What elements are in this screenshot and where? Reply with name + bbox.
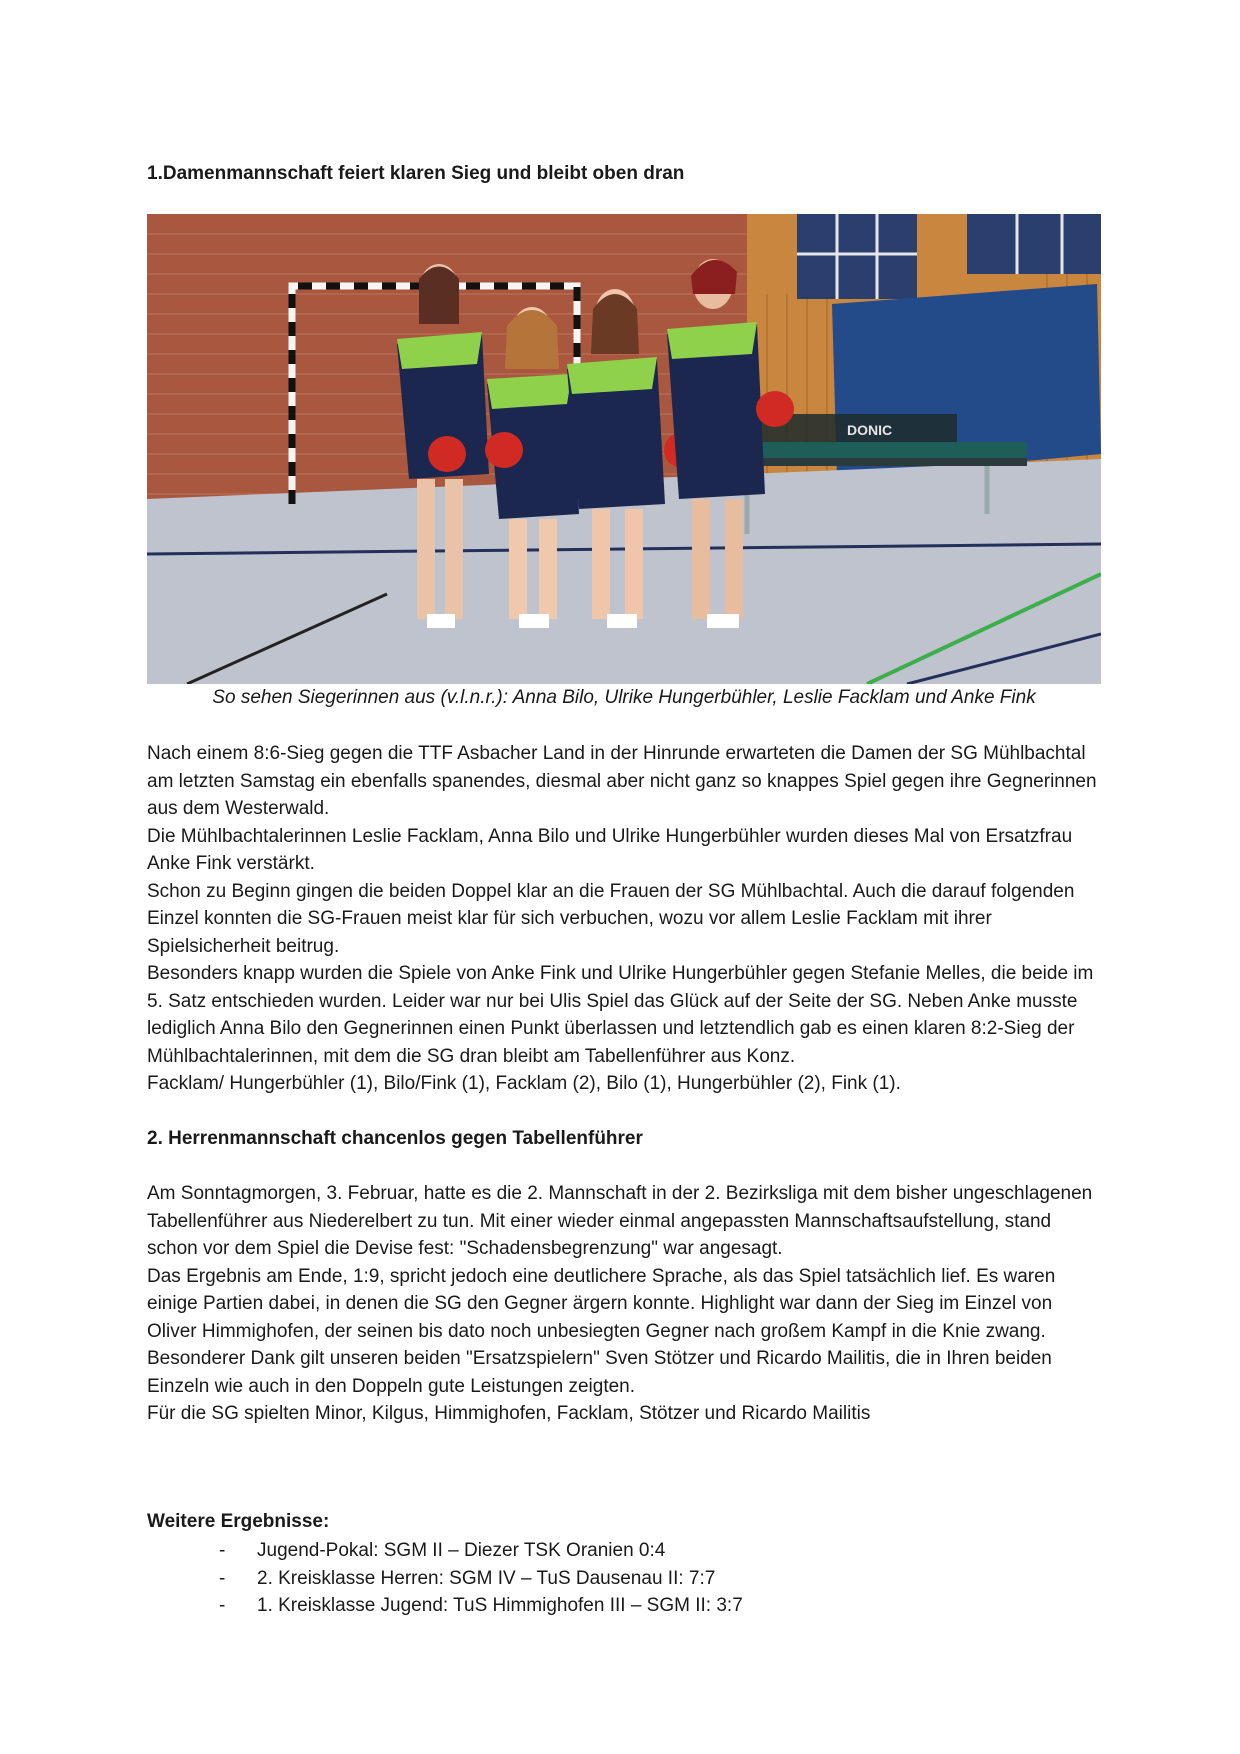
results-heading: Weitere Ergebnisse:: [147, 1511, 330, 1532]
article1-paragraph: Facklam/ Hungerbühler (1), Bilo/Fink (1), Facklam (2), Bilo (1), Hungerbühler (2), Fink (1).: [147, 1073, 901, 1094]
team-photo: [147, 214, 1101, 684]
window-left: [797, 214, 917, 299]
article2-paragraph: Das Ergebnis am Ende, 1:9, spricht jedoch eine deutlichere Sprache, als das Spiel tatsächlich lief. Es waren einige Partien dabei, in denen die SG den Gegner ärgern konnte. Highlight war dann der Sieg im Einzel von Oliver Himmighofen, der seinen bis dato noch unbesiegten Gegner nach großem Kampf in die Knie zwang.: [147, 1265, 1056, 1342]
list-bullet: -: [219, 1567, 226, 1589]
article2-heading: 2. Herrenmannschaft chancenlos gegen Tabellenführer: [147, 1128, 643, 1149]
result-text: Jugend-Pokal: SGM II – Diezer TSK Oranien 0:4: [257, 1540, 666, 1561]
result-text: 2. Kreisklasse Herren: SGM IV – TuS Dausenau II: 7:7: [257, 1567, 716, 1589]
net-brand-label: DONIC: [847, 422, 893, 438]
list-item: [219, 1592, 743, 1620]
results-list: [219, 1537, 743, 1620]
article1-paragraph: Die Mühlbachtalerinnen Leslie Facklam, Anna Bilo und Ulrike Hungerbühler wurden dieses Mal von Ersatzfrau Anke Fink verstärkt.: [147, 825, 1073, 874]
result-text: 1. Kreisklasse Jugend: TuS Himmighofen III – SGM II: 3:7: [257, 1595, 743, 1616]
list-bullet: -: [219, 1540, 226, 1561]
photo-caption: So sehen Siegerinnen aus (v.l.n.r.): Anna Bilo, Ulrike Hungerbühler, Leslie Facklam und Anke Fink: [212, 687, 1036, 708]
article1-heading: 1.Damenmannschaft feiert klaren Sieg und bleibt oben dran: [147, 163, 685, 184]
article1-paragraph: Besonders knapp wurden die Spiele von Anke Fink und Ulrike Hungerbühler gegen Stefanie Melles, die beide im 5. Satz entschieden wurden. Leider war nur bei Ulis Spiel das Glück auf der Seite der SG. Neben Anke musste lediglich Anna Bilo den Gegnerinnen einen Punkt überlassen und letztendlich gab es einen klaren 8:2-Sieg der Mühlbachtalerinnen, mit dem die SG dran bleibt am Tabellenführer aus Konz.: [147, 963, 1094, 1067]
team-photo-illustration: [147, 214, 1101, 684]
list-bullet: -: [219, 1595, 226, 1616]
article1-paragraph: Schon zu Beginn gingen die beiden Doppel klar an die Frauen der SG Mühlbachtal. Auch die darauf folgenden Einzel konnten die SG-Frauen meist klar für sich verbuchen, wozu vor allem Leslie Facklam mit ihrer Spielsicherheit beitrug.: [147, 880, 1075, 957]
article1-body: [147, 740, 1101, 1098]
article2-paragraph: Am Sonntagmorgen, 3. Februar, hatte es die 2. Mannschaft in der 2. Bezirksliga mit dem bisher ungeschlagenen Tabellenführer aus Niederelbert zu tun. Mit einer wieder einmal angepassten Mannschaftsaufstellung, stand schon vor dem Spiel die Devise fest: "Schadensbegrenzung" war angesagt.: [147, 1183, 1093, 1259]
article2-paragraph: Für die SG spielten Minor, Kilgus, Himmighofen, Facklam, Stötzer und Ricardo Mailitis: [147, 1403, 871, 1424]
article2-body: [147, 1180, 1101, 1428]
list-item: [219, 1565, 743, 1593]
article2-paragraph: Besonderer Dank gilt unseren beiden "Ersatzspielern" Sven Stötzer und Ricardo Mailitis, die in Ihren beiden Einzeln wie auch in den Doppeln gute Leistungen zeigten.: [147, 1348, 1052, 1397]
article1-paragraph: Nach einem 8:6-Sieg gegen die TTF Asbacher Land in der Hinrunde erwarteten die Damen der SG Mühlbachtal am letzten Samstag ein ebenfalls spanendes, diesmal aber nicht ganz so knappes Spiel gegen ihre Gegnerinnen aus dem Westerwald.: [147, 743, 1097, 819]
window-right: [967, 214, 1101, 274]
list-item: [219, 1537, 743, 1565]
